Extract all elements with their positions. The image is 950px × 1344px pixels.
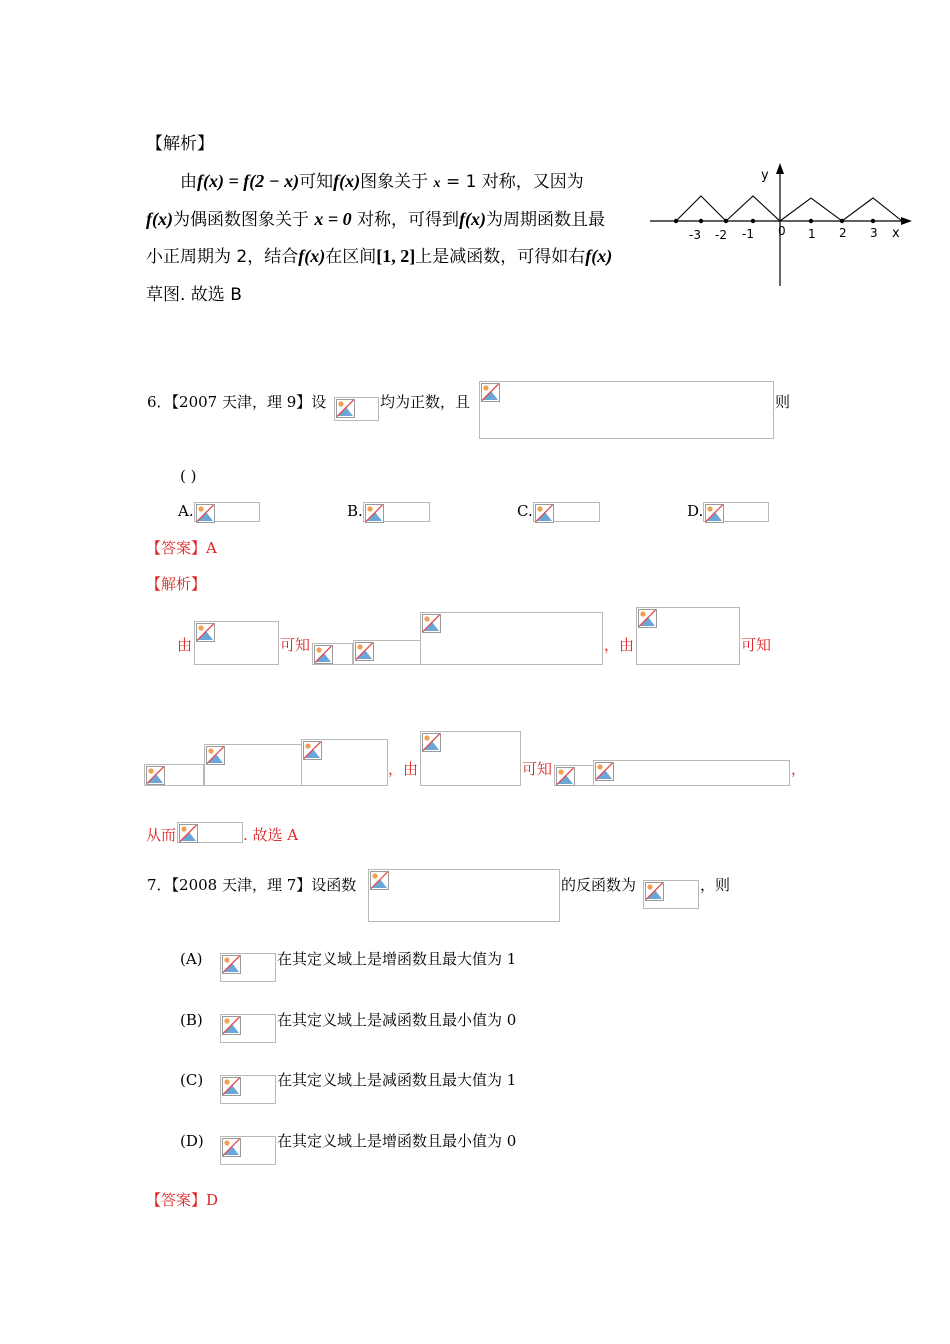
formula-image-placeholder <box>636 607 740 665</box>
text: 为偶函数图象关于 <box>172 210 309 230</box>
formula-image-placeholder <box>194 621 279 665</box>
formula-image-placeholder <box>703 502 769 522</box>
text: ， <box>791 760 807 778</box>
broken-image-icon <box>535 504 554 523</box>
broken-image-icon <box>196 623 215 642</box>
broken-image-icon <box>303 741 322 760</box>
broken-image-icon <box>355 642 374 661</box>
formula-image-placeholder <box>312 643 353 665</box>
math-fx: f(x) <box>459 209 487 229</box>
analysis-heading: 【解析】 <box>146 134 214 154</box>
analysis-line-2 <box>146 209 605 230</box>
formula-image-placeholder <box>220 1014 276 1043</box>
formula-image-placeholder <box>220 1075 276 1104</box>
option-a-text: 在其定义域上是增函数且最大值为 1 <box>277 950 517 968</box>
text: = 1 对称，又因为 <box>445 172 584 192</box>
text: . 故选 A <box>243 826 299 844</box>
q7-answer: 【答案】D <box>146 1191 219 1209</box>
formula-image-placeholder <box>177 822 243 843</box>
broken-image-icon <box>556 767 575 786</box>
tick-label: -1 <box>742 227 754 241</box>
broken-image-icon <box>705 504 724 523</box>
formula-image-placeholder <box>353 640 421 665</box>
function-curve <box>676 196 902 221</box>
formula-image-placeholder <box>301 739 388 786</box>
origin-label: 0 <box>778 224 786 238</box>
formula-image-placeholder <box>593 760 790 786</box>
broken-image-icon <box>222 1138 241 1157</box>
option-c-label: C. <box>517 502 533 520</box>
text: 图象关于 <box>360 172 429 192</box>
analysis-line-1 <box>180 171 584 194</box>
broken-image-icon <box>222 1077 241 1096</box>
broken-image-icon <box>222 1016 241 1035</box>
text: 在区间 <box>325 247 377 267</box>
option-c-label: (C) <box>180 1071 204 1089</box>
option-c-text: 在其定义域上是减函数且最大值为 1 <box>277 1071 517 1089</box>
q7-end: ，则 <box>700 876 731 894</box>
formula-image-placeholder <box>368 869 560 922</box>
math-fx: f(x) <box>298 246 326 266</box>
text: 由 <box>177 636 193 654</box>
option-a-label: A. <box>178 502 194 520</box>
text: 对称，可得到 <box>357 210 460 230</box>
broken-image-icon <box>422 614 441 633</box>
broken-image-icon <box>595 762 614 781</box>
periodic-function-graph <box>648 160 918 290</box>
math-x: x <box>433 176 441 191</box>
formula-image-placeholder <box>334 397 379 421</box>
broken-image-icon <box>645 882 664 901</box>
formula-image-placeholder <box>144 764 204 786</box>
formula-image-placeholder <box>554 765 594 786</box>
tick-label: 3 <box>870 226 878 240</box>
point <box>699 219 703 223</box>
formula-image-placeholder <box>363 502 430 522</box>
broken-image-icon <box>222 955 241 974</box>
q6-analysis-heading: 【解析】 <box>146 575 207 593</box>
point <box>751 219 755 223</box>
option-d-text: 在其定义域上是增函数且最小值为 0 <box>277 1132 517 1150</box>
point <box>724 219 728 223</box>
option-d-label: (D) <box>180 1132 204 1150</box>
q7-mid: 的反函数为 <box>561 876 637 894</box>
q6-end: 则 <box>775 393 791 411</box>
point <box>871 219 875 223</box>
y-axis-label: y <box>761 168 769 183</box>
math-equation: x = 0 <box>314 209 352 229</box>
text: ，由 <box>388 760 419 778</box>
broken-image-icon <box>206 746 225 765</box>
broken-image-icon <box>422 733 441 752</box>
q6-answer: 【答案】A <box>146 539 217 557</box>
text: 小正周期为 2，结合 <box>146 247 299 267</box>
text: 为周期函数且最 <box>486 210 606 230</box>
option-b-label: B. <box>347 502 363 520</box>
q7-prefix: 7．【2008 天津，理 7】设函数 <box>147 876 357 894</box>
tick-label: -3 <box>689 228 701 242</box>
text: 可知 <box>741 636 772 654</box>
q6-prefix: 6．【2007 天津，理 9】设 <box>147 393 327 411</box>
tick-label: 2 <box>839 226 847 240</box>
answer-paren: ( ) <box>180 467 197 485</box>
broken-image-icon <box>481 383 500 402</box>
x-axis-label: x <box>892 226 900 241</box>
point <box>840 219 844 223</box>
formula-image-placeholder <box>420 612 603 665</box>
formula-image-placeholder <box>204 744 302 786</box>
x-axis-arrow <box>901 217 912 225</box>
text: 可知 <box>522 760 553 778</box>
broken-image-icon <box>196 504 215 523</box>
q6-mid: 均为正数，且 <box>380 393 471 411</box>
text: 可知 <box>280 636 311 654</box>
y-axis-arrow <box>776 163 784 174</box>
analysis-line-4: 草图. 故选 B <box>146 285 242 305</box>
broken-image-icon <box>179 824 198 843</box>
point <box>674 219 678 223</box>
math-fx: f(x) <box>333 171 361 191</box>
math-fx: f(x) <box>585 246 613 266</box>
option-b-text: 在其定义域上是减函数且最小值为 0 <box>277 1011 517 1029</box>
math-fx: f(x) <box>146 209 173 229</box>
math-equation: f(x) = f(2 − x) <box>197 171 300 191</box>
broken-image-icon <box>638 609 657 628</box>
broken-image-icon <box>146 766 165 785</box>
formula-image-placeholder <box>220 953 276 982</box>
text: ，由 <box>604 636 635 654</box>
formula-image-placeholder <box>420 731 521 786</box>
text: 可知 <box>299 172 334 192</box>
option-b-label: (B) <box>180 1011 203 1029</box>
option-a-label: (A) <box>180 950 203 968</box>
broken-image-icon <box>336 399 355 418</box>
broken-image-icon <box>314 645 333 664</box>
text: 由 <box>180 172 197 192</box>
point <box>809 219 813 223</box>
tick-label: 1 <box>808 227 816 241</box>
broken-image-icon <box>365 504 384 523</box>
tick-label: -2 <box>715 228 727 242</box>
formula-image-placeholder <box>220 1136 276 1165</box>
analysis-line-3 <box>146 246 612 267</box>
text: 上是减函数，可得如右 <box>415 247 586 267</box>
formula-image-placeholder <box>643 880 699 909</box>
formula-image-placeholder <box>533 502 600 522</box>
formula-image-placeholder <box>479 381 774 439</box>
option-d-label: D. <box>687 502 704 520</box>
formula-image-placeholder <box>194 502 260 522</box>
math-interval: [1, 2] <box>376 246 416 266</box>
text: 从而 <box>146 826 177 844</box>
broken-image-icon <box>370 871 389 890</box>
